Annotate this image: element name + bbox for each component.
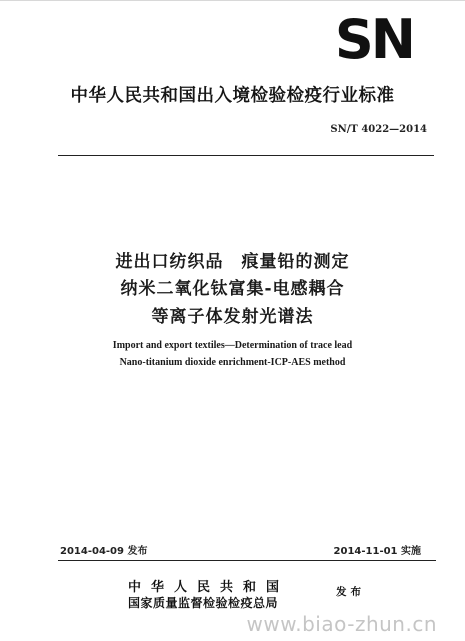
chinese-title-line-3: 等离子体发射光谱法 xyxy=(151,307,314,327)
top-border xyxy=(0,0,465,1)
standard-number: SN/T 4022—2014 xyxy=(330,124,427,135)
site-watermark: www.biao-zhun.cn xyxy=(246,612,437,636)
implementation-date: 2014-11-01 实施 xyxy=(333,546,421,557)
issuer-agency: 国家质量监督检验检疫总局 xyxy=(128,596,279,610)
issue-date: 2014-04-09 发布 xyxy=(60,546,148,557)
issuing-agency-heading: 中华人民共和国出入境检验检疫行业标准 xyxy=(70,86,395,106)
chinese-title-line-1: 进出口纺织品 痕量铅的测定 xyxy=(115,252,350,272)
issuer-action: 发布 xyxy=(336,586,365,598)
chinese-title-line-2: 纳米二氧化钛富集-电感耦合 xyxy=(120,279,345,299)
sn-logo: SN xyxy=(334,8,413,71)
english-title-line-2: Nano-titanium dioxide enrichment-ICP-AES method xyxy=(119,357,346,368)
issuer-country: 中华人民共和国 xyxy=(128,580,290,595)
header-divider xyxy=(58,155,434,156)
footer-divider xyxy=(58,560,436,561)
english-title-line-1: Import and export textiles—Determination of trace lead xyxy=(112,340,353,351)
